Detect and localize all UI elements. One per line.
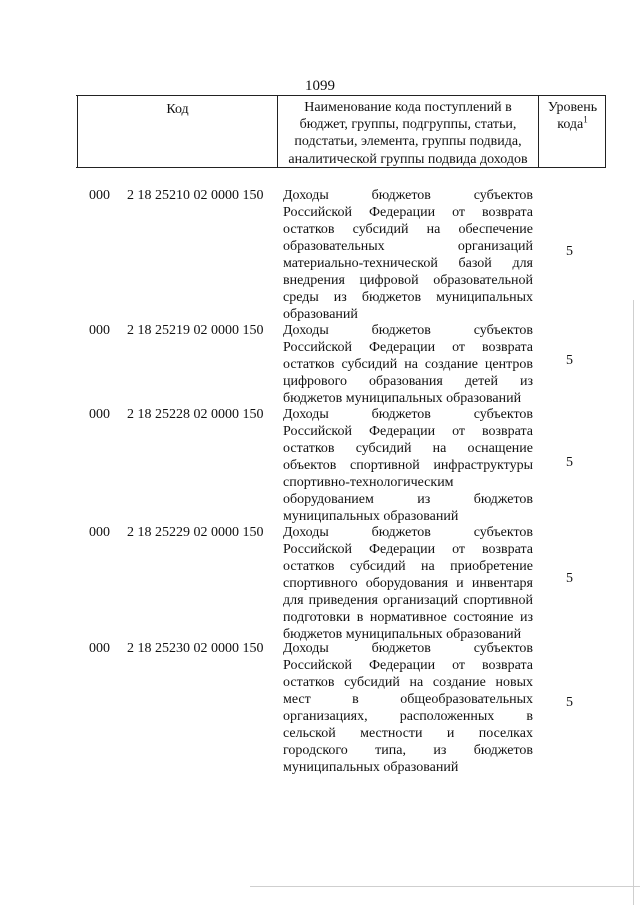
- header-divider-right: [605, 95, 606, 168]
- header-name-line: аналитической группы подвида доходов: [288, 151, 528, 167]
- revenue-name-line: среды из бюджетов муниципальных: [283, 290, 533, 305]
- revenue-name-line: спортивного оборудования и инвентаря: [283, 576, 533, 591]
- revenue-name-line: объектов спортивной инфраструктуры: [283, 458, 533, 473]
- revenue-name-line: спортивно-технологическим: [283, 475, 454, 490]
- admin-code: 000: [89, 323, 110, 338]
- revenue-name-line: оборудованием из бюджетов: [283, 492, 533, 507]
- revenue-name-line: внедрения цифровой образовательной: [283, 273, 533, 288]
- revenue-name-line: остатков субсидий на создание центров: [283, 357, 533, 372]
- admin-code: 000: [89, 407, 110, 422]
- code-level: 5: [566, 455, 573, 470]
- revenue-name: [283, 322, 533, 407]
- header-top-rule: [76, 95, 606, 96]
- revenue-name-line: Российской Федерации от возврата: [283, 542, 533, 557]
- header-level-line: Уровень: [547, 100, 598, 115]
- revenue-name-line: материально-технической базой для: [283, 256, 533, 271]
- header-name-line: подстатьи, элемента, группы подвида,: [294, 134, 522, 150]
- revenue-name-line: Российской Федерации от возврата: [283, 205, 533, 220]
- revenue-name-line: Российской Федерации от возврата: [283, 658, 533, 673]
- revenue-code: 2 18 25229 02 0000 150: [127, 525, 264, 540]
- header-level: [540, 99, 605, 133]
- revenue-name: [283, 187, 533, 323]
- revenue-name-line: Доходы бюджетов субъектов: [283, 323, 533, 338]
- admin-code: 000: [89, 641, 110, 656]
- revenue-name-line: для приведения организаций спортивной: [283, 593, 533, 608]
- revenue-name-line: мест в общеобразовательных: [283, 692, 533, 707]
- header-level-line: [540, 116, 605, 133]
- revenue-name-line: бюджетов муниципальных образований: [283, 391, 522, 406]
- header-code: Код: [166, 102, 189, 117]
- header-divider-name-level: [538, 95, 539, 168]
- revenue-name-line: организациях, расположенных в: [283, 709, 533, 724]
- revenue-name-line: Доходы бюджетов субъектов: [283, 188, 533, 203]
- header-level-footnote: 1: [583, 114, 588, 125]
- revenue-name-line: остатков субсидий на оснащение: [283, 441, 533, 456]
- revenue-name-line: подготовки в нормативное состояние из: [283, 610, 533, 625]
- revenue-name-line: муниципальных образований: [283, 760, 459, 775]
- admin-code: 000: [89, 525, 110, 540]
- code-level: 5: [566, 353, 573, 368]
- revenue-name-line: остатков субсидий на приобретение: [283, 559, 533, 574]
- revenue-code: 2 18 25230 02 0000 150: [127, 641, 264, 656]
- header-divider-left: [77, 95, 78, 168]
- scan-edge-bottom: [250, 886, 640, 887]
- revenue-name-line: цифрового образования детей из: [283, 374, 533, 389]
- revenue-name-line: муниципальных образований: [283, 509, 459, 524]
- revenue-name-line: Российской Федерации от возврата: [283, 340, 533, 355]
- revenue-code: 2 18 25219 02 0000 150: [127, 323, 264, 338]
- scan-edge-right: [633, 300, 634, 905]
- revenue-name: [283, 524, 533, 643]
- revenue-name-line: остатков субсидий на создание новых: [283, 675, 533, 690]
- code-level: 5: [566, 695, 573, 710]
- code-level: 5: [566, 571, 573, 586]
- page-number: 1099: [305, 78, 335, 94]
- revenue-name-line: бюджетов муниципальных образований: [283, 627, 522, 642]
- header-divider-code-name: [277, 95, 278, 168]
- revenue-name-line: Доходы бюджетов субъектов: [283, 407, 533, 422]
- revenue-name: [283, 406, 533, 525]
- revenue-name-line: образований: [283, 307, 358, 322]
- admin-code: 000: [89, 188, 110, 203]
- revenue-name-line: Российской Федерации от возврата: [283, 424, 533, 439]
- header-name-line: бюджет, группы, подгруппы, статьи,: [299, 117, 517, 133]
- header-name-line: Наименование кода поступлений в: [304, 100, 512, 115]
- revenue-name-line: городского типа, из бюджетов: [283, 743, 533, 758]
- revenue-code: 2 18 25210 02 0000 150: [127, 188, 264, 203]
- header-level-text: кода: [557, 117, 584, 133]
- revenue-name-line: Доходы бюджетов субъектов: [283, 641, 533, 656]
- revenue-name-line: образовательных организаций: [283, 239, 533, 254]
- revenue-name-line: сельской местности и поселках: [283, 726, 533, 741]
- revenue-code: 2 18 25228 02 0000 150: [127, 407, 264, 422]
- revenue-name: [283, 640, 533, 776]
- revenue-name-line: Доходы бюджетов субъектов: [283, 525, 533, 540]
- revenue-name-line: остатков субсидий на обеспечение: [283, 222, 533, 237]
- header-name: [279, 99, 537, 168]
- code-level: 5: [566, 244, 573, 259]
